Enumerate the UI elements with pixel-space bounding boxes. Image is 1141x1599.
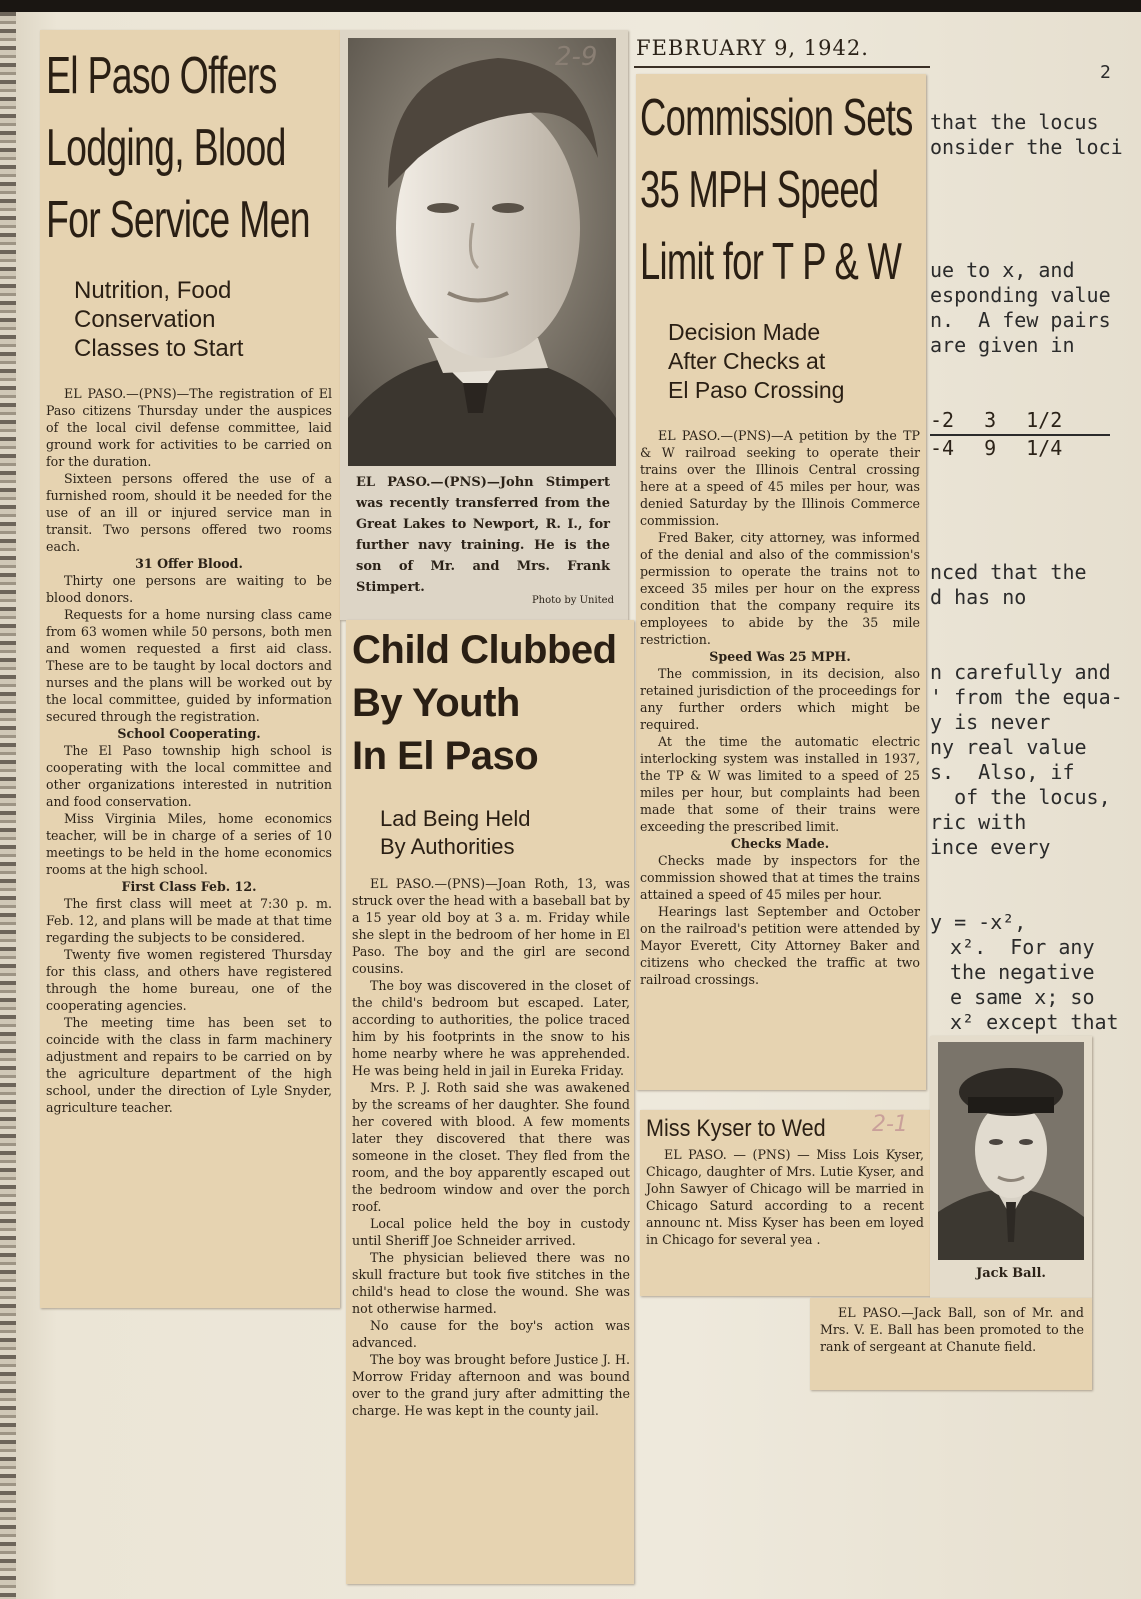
headline-line: El Paso Offers <box>46 47 277 105</box>
paragraph: Requests for a home nursing class came from 63 women while 50 persons, both men and women requested a first aid class. These are to be taught by local doctors and nurses and the plans will be worked out by the local committee, guided by information secured through the registration. <box>46 607 332 724</box>
deck-line: El Paso Crossing <box>668 377 845 403</box>
paragraph: Twenty five women registered Thursday for this class, and others have registered through the home bureau, one of the cooperating agencies. <box>46 947 332 1013</box>
paragraph: Fred Baker, city attorney, was informed of the denial and also of the commission's permission to operate the trains not to exceed 35 miles per hour on the express condition that the company require its employees to abide by the 35 mile restriction. <box>640 530 920 647</box>
photo-name: Jack Ball. <box>976 1266 1046 1281</box>
notebook-line: onsider the loci <box>930 135 1123 159</box>
notebook-line: x². For any <box>950 935 1095 959</box>
notebook-line: nced that the <box>930 560 1087 584</box>
deck <box>668 318 920 405</box>
notebook-line: y = -x², <box>930 910 1027 934</box>
clipping-jack-ball-photo <box>930 1036 1092 1298</box>
clipping-commission-sets <box>636 74 926 1090</box>
paragraph: The commission, in its decision, also retained jurisdiction of the proceedings for any further orders which might be required. <box>640 666 920 732</box>
photo-credit: Photo by United <box>531 595 614 606</box>
clipping-miss-kyser <box>640 1110 930 1296</box>
deck <box>74 276 332 363</box>
paragraph: Mrs. P. J. Roth said she was awakened by the screams of her daughter. She found her covered with blood. A few moments later they discovered that there was someone in the closet. They fled from the room, and the boy apparently escaped out the bedroom window and over the porch roof. <box>352 1080 630 1214</box>
deck-line: Decision Made <box>668 319 821 345</box>
notebook-line: n carefully and <box>930 660 1111 684</box>
subhead: Checks Made. <box>730 836 830 851</box>
table-cell: -4 <box>930 436 955 460</box>
deck-line: Lad Being Held <box>380 806 531 831</box>
paragraph: The El Paso township high school is cooperating with the local committee and other organizations interested in nutrition and food conservation. <box>46 743 332 809</box>
notebook-table <box>930 408 1110 460</box>
paragraph: EL PASO.—Jack Ball, son of Mr. and Mrs. V. E. Ball has been promoted to the rank of sergeant at Chanute field. <box>820 1305 1084 1354</box>
headline-line: Lodging, Blood <box>46 119 286 177</box>
notebook-line: ric with <box>930 810 1027 834</box>
spiral-binding <box>0 12 16 1599</box>
subhead: Speed Was 25 MPH. <box>709 649 851 664</box>
paragraph: Miss Virginia Miles, home economics teacher, will be in charge of a series of 10 meetings to be held in the home economics rooms at the high school. <box>46 811 332 877</box>
headline-line: Child Clubbed <box>352 628 617 672</box>
notebook-line: are given in <box>930 333 1075 357</box>
date-header: FEBRUARY 9, 1942. <box>636 36 869 60</box>
page-number: 2 <box>1100 62 1111 83</box>
article-body <box>46 385 332 1116</box>
photo-caption: EL PASO.—(PNS)—John Stimpert was recently transferred from the Great Lakes to Newport, R. I., for further navy training. He is the son of Mr. and Mrs. Frank Stimpert. <box>356 475 610 595</box>
deck <box>380 805 630 861</box>
deck-line: Classes to Start <box>74 335 244 362</box>
notebook-line: esponding value <box>930 283 1111 307</box>
paragraph: EL PASO. — (PNS) — Miss Lois Kyser, Chicago, daughter of Mrs. Lutie Kyser, and John Sawyer of Chicago will be married in Chicago Saturd according to a recent announc nt. Miss Kyser has been em loyed in Chicago for several yea . <box>646 1147 924 1247</box>
portrait-illustration <box>348 38 616 466</box>
notebook-line: that the locus <box>930 110 1099 134</box>
deck-line: Conservation <box>74 306 216 333</box>
clipping-el-paso-offers <box>40 30 340 1308</box>
table-cell: 1/4 <box>1026 436 1063 460</box>
paragraph: The first class will meet at 7:30 p. m. Feb. 12, and plans will be made at that time regarding the subjects to be considered. <box>46 896 332 945</box>
paragraph: EL PASO.—(PNS)—Joan Roth, 13, was struck over the head with a baseball bat by a 15 year old boy at 3 a. m. Friday while she slept in the bedroom of her home in El Paso. The boy and the girl are second cousins. <box>352 876 630 976</box>
notebook-line: the negative <box>950 960 1095 984</box>
clipping-child-clubbed <box>346 620 634 1584</box>
article-body <box>810 1298 1092 1355</box>
notebook-line: e same x; so <box>950 985 1095 1009</box>
paragraph: The meeting time has been set to coincide with the class in farm machinery adjustment and repairs to be carried on by the agriculture department of the high school, under the direction of Lyle Snyder, agriculture teacher. <box>46 1015 332 1115</box>
clipping-stimpert-photo <box>340 30 628 620</box>
clipping-jack-ball-caption <box>810 1298 1092 1390</box>
notebook-line: ' from the equa- <box>930 685 1123 709</box>
paragraph: The boy was discovered in the closet of the child's bedroom but escaped. Later, according to authorities, the police traced him by his footprints in the snow to his home nearby where he was apprehended. He was being held in jail in Eureka Friday. <box>352 978 630 1078</box>
paragraph: The boy was brought before Justice J. H. Morrow Friday afternoon and was bound over to the grand jury after admitting the charge. He was kept in the county jail. <box>352 1352 630 1418</box>
soldier-illustration <box>938 1042 1084 1260</box>
notebook-line: ince every <box>930 835 1051 859</box>
headline-line: 35 MPH Speed <box>640 161 879 219</box>
paragraph: Thirty one persons are waiting to be blood donors. <box>46 573 332 605</box>
notebook-line: d has no <box>930 585 1027 609</box>
top-border <box>0 0 1141 12</box>
subhead: First Class Feb. 12. <box>121 879 257 894</box>
notebook-line: y is never <box>930 710 1051 734</box>
headline: Miss Kyser to Wed <box>646 1115 826 1142</box>
portrait-photo <box>938 1042 1084 1260</box>
table-cell: -2 <box>930 408 955 432</box>
paragraph: Checks made by inspectors for the commission showed that at times the trains attained a speed of 45 miles per hour. <box>640 853 920 902</box>
headline-line: Limit for T P & W <box>640 233 902 291</box>
paragraph: EL PASO.—(PNS)—A petition by the TP & W railroad seeking to operate their trains over the Illinois Central crossing here at a speed of 45 miles per hour, was denied Saturday by the Illinois Commerce commission. <box>640 428 920 528</box>
notebook-line: ue to x, and <box>930 258 1075 282</box>
deck-line: Nutrition, Food <box>74 277 232 304</box>
deck-line: By Authorities <box>380 834 515 859</box>
headline-line: Commission Sets <box>640 89 913 147</box>
article-body <box>646 1146 924 1248</box>
article-body <box>640 427 920 988</box>
headline-line: In El Paso <box>352 734 539 778</box>
headline <box>352 624 630 783</box>
pencil-note: 2-9 <box>555 42 598 72</box>
table-cell: 3 <box>984 408 997 432</box>
paragraph: Local police held the boy in custody until Sheriff Joe Schneider arrived. <box>352 1216 630 1248</box>
deck-line: After Checks at <box>668 348 826 374</box>
notebook-line: n. A few pairs <box>930 308 1111 332</box>
paragraph: No cause for the boy's action was advanced. <box>352 1318 630 1350</box>
paragraph: At the time the automatic electric interlocking system was installed in 1937, the TP & W was limited to a speed of 25 miles per hour, but complaints had been made that some of their trains were exceeding the prescribed limit. <box>640 734 920 834</box>
notebook-line: ny real value <box>930 735 1087 759</box>
pencil-note: 2-1 <box>872 1112 908 1137</box>
table-cell: 1/2 <box>1026 408 1063 432</box>
subhead: School Cooperating. <box>117 726 261 741</box>
headline-line: For Service Men <box>46 191 310 249</box>
portrait-photo <box>348 38 616 466</box>
headline <box>46 40 340 256</box>
subhead: 31 Offer Blood. <box>135 556 243 571</box>
notebook-line: s. Also, if <box>930 760 1075 784</box>
paragraph: The physician believed there was no skull fracture but took five stitches in the child's head to close the wound. She was not otherwise harmed. <box>352 1250 630 1316</box>
table-cell: 9 <box>984 436 997 460</box>
divider <box>634 66 930 68</box>
paragraph: Hearings last September and October on the railroad's petition were attended by Mayor Everett, City Attorney Baker and citizens who checked the traffic at two railroad crossings. <box>640 904 920 987</box>
paragraph: Sixteen persons offered the use of a furnished room, should it be needed for the use of an ill or injured service man in transit. Two persons offered two rooms each. <box>46 471 332 554</box>
paragraph: EL PASO.—(PNS)—The registration of El Paso citizens Thursday under the auspices of the local civil defense committee, laid ground work for activities to be carried on for the duration. <box>46 386 332 469</box>
headline <box>640 82 926 298</box>
article-body <box>352 875 630 1419</box>
headline-line: By Youth <box>352 681 520 725</box>
notebook-line: of the locus, <box>930 785 1111 809</box>
notebook-line: x² except that <box>950 1010 1119 1034</box>
